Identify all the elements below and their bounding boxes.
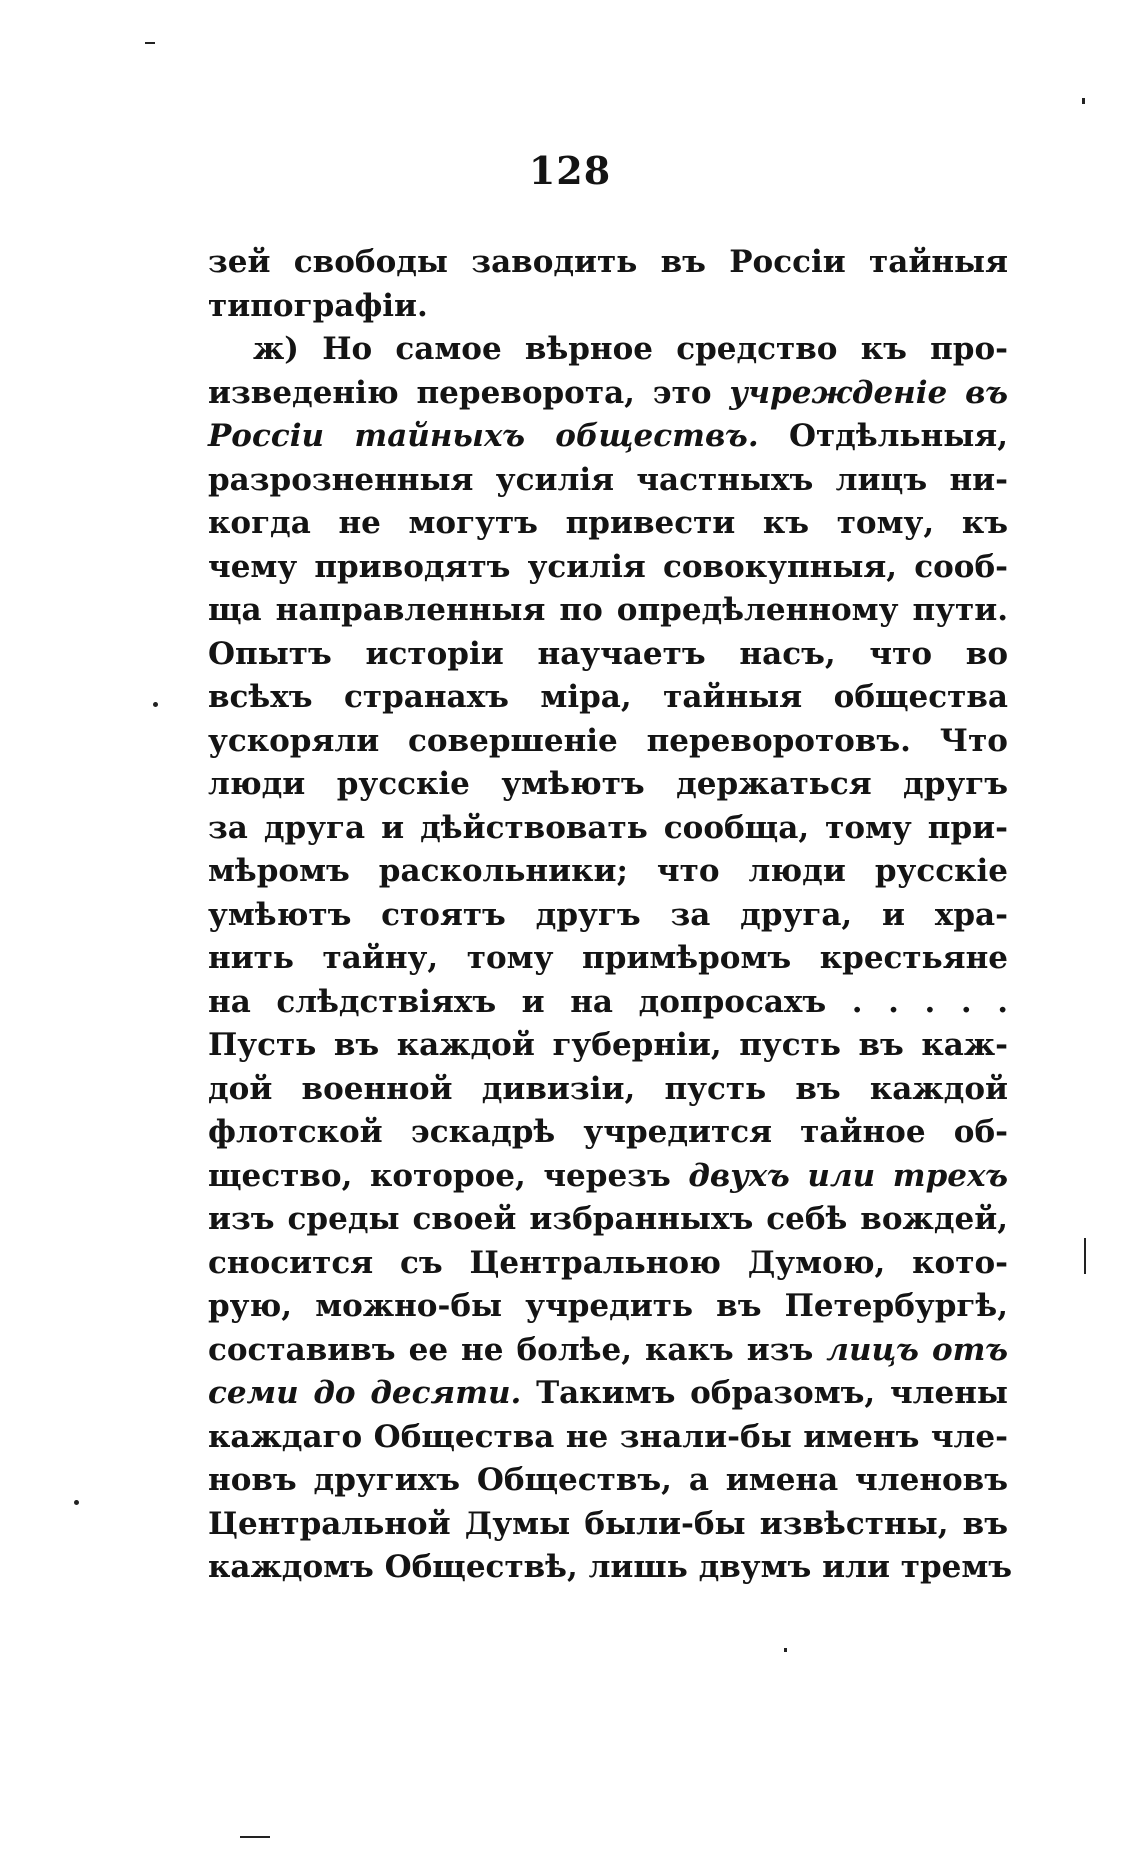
text-line (208, 633, 1008, 677)
text-line (208, 1242, 1008, 1286)
text-line (208, 415, 1008, 459)
text-line (208, 546, 1008, 590)
text-segment: каждомъ Обществѣ, лишь двумъ или тремъ (208, 1549, 1013, 1585)
text-line (208, 981, 1008, 1025)
text-segment: рую, можно-бы учредить въ Петербургѣ, (208, 1288, 1008, 1324)
text-line (208, 894, 1008, 938)
text-line (208, 1546, 1013, 1590)
text-line (208, 807, 1008, 851)
scan-speck (74, 1500, 79, 1505)
text-segment: умѣютъ стоятъ другъ за друга, и хра- (208, 896, 1008, 933)
text-segment: чему приводятъ усилія совокупныя, сооб- (208, 548, 1008, 585)
text-segment: ща направленныя по опредѣленному пути. (208, 592, 1008, 628)
page-number: 128 (528, 148, 612, 193)
text-line (208, 1329, 1008, 1373)
text-line (208, 850, 1008, 894)
text-line (208, 285, 1008, 329)
text-segment: всѣхъ странахъ міра, тайныя общества (208, 679, 1008, 715)
text-segment: на слѣдствіяхъ и на допросахъ . . . . . (208, 983, 1008, 1020)
text-line (208, 589, 1008, 633)
text-line (208, 241, 1008, 285)
text-line (208, 372, 1008, 416)
text-segment: дой военной дивизіи, пусть въ каждой (208, 1070, 1008, 1107)
text-line (208, 937, 1008, 981)
text-segment: составивъ ее не болѣе, какъ изъ (208, 1331, 827, 1368)
text-line (208, 763, 1008, 807)
text-segment: каждаго Общества не знали-бы именъ чле- (208, 1418, 1008, 1455)
text-segment: люди русскіе умѣютъ держаться другъ (208, 766, 1008, 802)
text-line (208, 1285, 1008, 1329)
text-segment: сносится съ Центральною Думою, кото- (208, 1244, 1008, 1281)
scan-speck (1082, 98, 1085, 104)
scan-speck (1084, 1238, 1086, 1274)
text-line (208, 676, 1008, 720)
text-line (208, 502, 1008, 546)
scan-speck (240, 1836, 270, 1838)
text-segment: изведенію переворота, это (208, 374, 730, 411)
italic-text: учрежденіе въ (729, 374, 1008, 411)
text-line (208, 720, 1008, 764)
text-segment: зей свободы заводить въ Россіи тайныя (208, 244, 1008, 280)
text-line (208, 1198, 1008, 1242)
italic-text: Россіи тайныхъ обществъ. (208, 418, 759, 454)
text-segment: типографіи. (208, 287, 428, 324)
text-segment: новъ другихъ Обществъ, а имена членовъ (208, 1462, 1008, 1498)
text-segment: щество, которое, черезъ (208, 1157, 689, 1194)
text-segment: Опытъ исторіи научаетъ насъ, что во (208, 635, 1008, 672)
text-segment: Пусть въ каждой губерніи, пусть въ каж- (208, 1027, 1008, 1063)
text-line (208, 1111, 1008, 1155)
body-text (208, 241, 1013, 1590)
text-segment: Такимъ образомъ, члены (521, 1375, 1009, 1411)
text-segment: изъ среды своей избранныхъ себѣ вождей, (208, 1201, 1008, 1237)
text-segment: Центральной Думы были-бы извѣстны, въ (208, 1505, 1008, 1542)
text-segment: нить тайну, тому примѣромъ крестьяне (208, 940, 1008, 976)
text-line (208, 459, 1008, 503)
text-segment: за друга и дѣйствовать сообща, тому при- (208, 809, 1008, 846)
text-segment: ускоряли совершеніе переворотовъ. Что (208, 722, 1008, 759)
text-segment: мѣромъ раскольники; что люди русскіе (208, 853, 1008, 889)
scan-speck (153, 702, 158, 707)
text-line (208, 328, 1008, 372)
italic-text: семи до десяти. (208, 1375, 522, 1411)
text-line (208, 1068, 1008, 1112)
text-line (208, 1024, 1008, 1068)
text-segment: разрозненныя усилія частныхъ лицъ ни- (208, 461, 1008, 498)
text-segment: ж) Но самое вѣрное средство къ про- (253, 331, 1008, 367)
text-line (208, 1416, 1008, 1460)
text-segment: флотской эскадрѣ учредится тайное об- (208, 1114, 1008, 1150)
text-line (208, 1372, 1008, 1416)
text-line (208, 1459, 1008, 1503)
scan-speck (145, 42, 155, 44)
text-line (208, 1503, 1008, 1547)
italic-text: двухъ или трехъ (688, 1157, 1008, 1194)
text-line (208, 1155, 1008, 1199)
text-segment: когда не могутъ привести къ тому, къ (208, 505, 1008, 541)
scan-speck (784, 1648, 787, 1652)
italic-text: лицъ отъ (826, 1331, 1008, 1368)
text-segment: Отдѣльныя, (758, 418, 1009, 454)
